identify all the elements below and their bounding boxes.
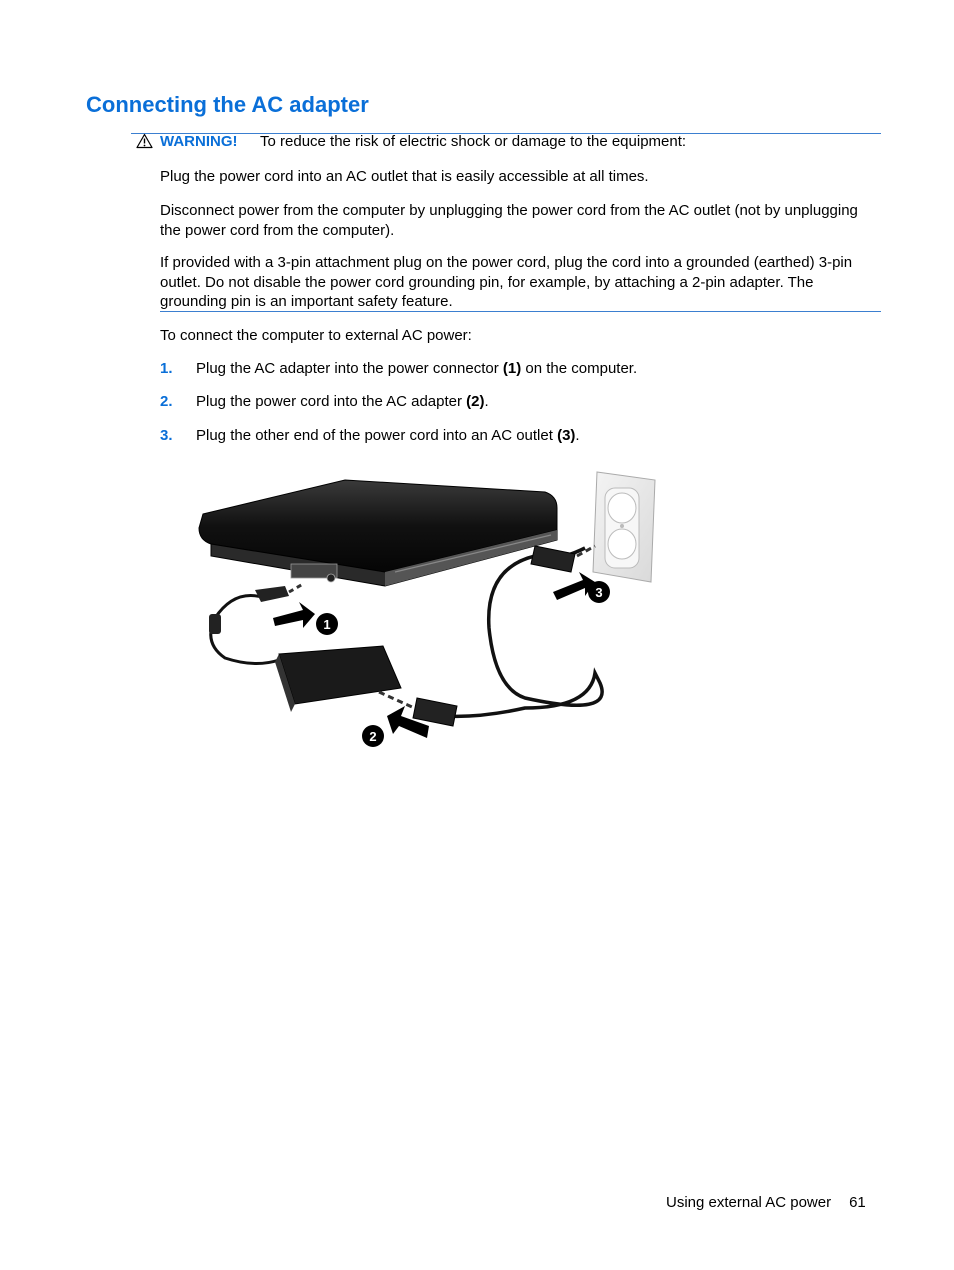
callout-label: 2 (369, 729, 377, 744)
step-number: 2. (160, 393, 173, 410)
callout-1 (316, 613, 338, 635)
step-text: Plug the power cord into the AC adapter (2). (196, 393, 489, 410)
warning-triangle-icon (136, 133, 153, 149)
warning-paragraph: If provided with a 3-pin attachment plug on the power cord, plug the cord into a grounded (earthed) 3-pin outlet. Do not disable the power cord grounding pin, for example, by attaching a 2-pin adapter. The grounding pin is an important safety feature. (160, 254, 853, 310)
warning-label: WARNING! (160, 133, 238, 150)
warning-paragraph: Disconnect power from the computer by unplugging the power cord from the AC outlet (not by unplugging the power cord from the computer). (160, 202, 858, 239)
warning-bottom-rule (160, 311, 881, 312)
page-footer (666, 1194, 866, 1211)
wall-outlet-illustration (593, 472, 655, 582)
warning-paragraph: Plug the power cord into an AC outlet that is easily accessible at all times. (160, 168, 649, 185)
step-text: Plug the other end of the power cord into an AC outlet (3). (196, 427, 580, 444)
step-number: 1. (160, 360, 173, 377)
page-number: 61 (849, 1194, 866, 1211)
page-title: Connecting the AC adapter (86, 92, 369, 117)
step-text: Plug the AC adapter into the power connector (1) on the computer. (196, 360, 638, 377)
footer-section: Using external AC power (666, 1194, 832, 1211)
warning-intro: To reduce the risk of electric shock or damage to the equipment: (260, 133, 687, 150)
callout-3 (588, 581, 610, 603)
callout-label: 3 (595, 585, 603, 600)
callout-label: 1 (323, 617, 331, 632)
procedure-intro: To connect the computer to external AC power: (160, 327, 472, 344)
ac-adapter-connection-illustration (195, 468, 660, 753)
laptop-illustration (199, 480, 557, 586)
step-number: 3. (160, 427, 173, 444)
callout-2 (362, 725, 384, 747)
